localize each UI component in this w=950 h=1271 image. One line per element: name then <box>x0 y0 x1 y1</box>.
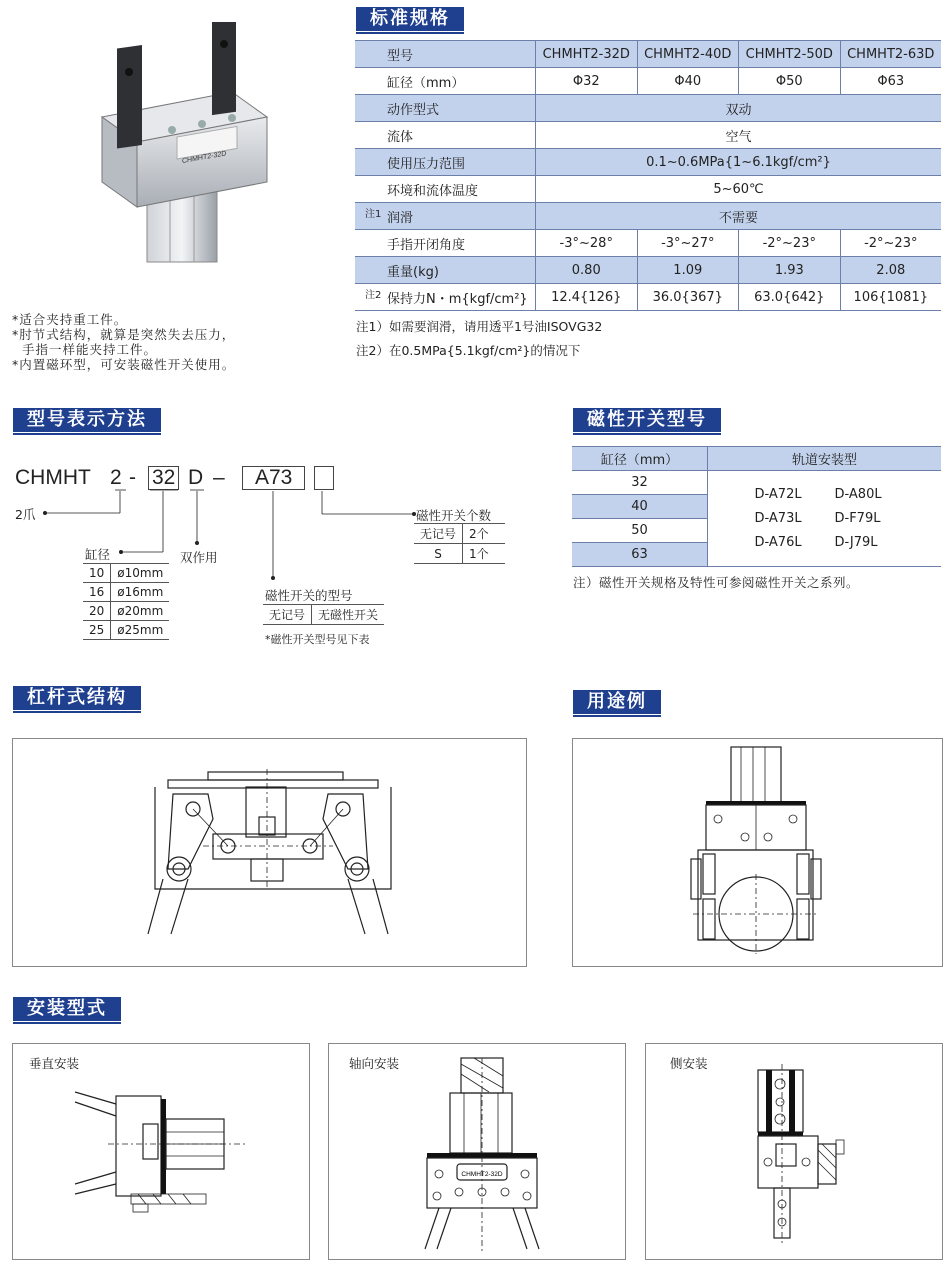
spec-header-col4: CHMHT2-63D <box>840 41 941 68</box>
angle-label: 手指开闭角度 <box>355 230 536 257</box>
switch-code: 无记号 <box>263 605 312 625</box>
force-value: 36.0{367} <box>637 284 739 311</box>
mount-axial-label: 轴向安装 <box>349 1056 400 1071</box>
switch-note: 注）磁性开关规格及特性可参阅磁性开关之系列。 <box>573 575 860 590</box>
code-sep2: – <box>213 466 225 489</box>
pressure-label: 使用压力范围 <box>355 149 536 176</box>
pressure-value: 0.1~0.6MPa{1~6.1kgf/cm²} <box>536 149 942 176</box>
force-text: 保持力N・m{kgf/cm²} <box>387 291 528 307</box>
weight-value: 1.09 <box>637 257 739 284</box>
mount-side-frame <box>645 1043 943 1260</box>
force-note: 注2 <box>365 290 382 301</box>
spec-header-col2: CHMHT2-40D <box>637 41 739 68</box>
mount-vertical-drawing <box>13 1044 309 1259</box>
mount-side-drawing <box>646 1044 942 1259</box>
spec-header-col3: CHMHT2-50D <box>739 41 841 68</box>
bore-size: ø20mm <box>111 602 170 621</box>
switch-bore: 40 <box>572 495 708 519</box>
fluid-label: 流体 <box>355 122 536 149</box>
switch-model-item: D-A73L <box>754 510 802 526</box>
bore-code-table <box>83 563 169 640</box>
code-claw: 2 <box>110 466 122 489</box>
bore-size: ø25mm <box>111 621 170 640</box>
spec-header-label: 型号 <box>355 41 536 68</box>
left-jaw <box>148 794 228 934</box>
action-value: 双动 <box>536 95 942 122</box>
switch-models <box>708 471 942 567</box>
switch-bore: 32 <box>572 471 708 495</box>
angle-value: -3°~28° <box>536 230 638 257</box>
bore-code: 16 <box>83 583 111 602</box>
switch-table <box>572 446 941 567</box>
note-1: 注1）如需要润滑，请用透平1号油ISOVG32 <box>356 319 603 334</box>
switch-col-bore: 缸径（mm） <box>572 447 708 471</box>
count-value: 2个 <box>463 524 506 544</box>
fluid-value: 空气 <box>536 122 942 149</box>
product-label: CHMHT2-32D <box>182 150 227 166</box>
weight-value: 0.80 <box>536 257 638 284</box>
count-table <box>414 523 505 564</box>
bore-size: ø16mm <box>111 583 170 602</box>
right-jaw <box>310 794 388 934</box>
code-switch: A73 <box>242 466 305 490</box>
lever-header: 杠杆式结构 <box>13 686 141 710</box>
spec-header: 标准规格 <box>356 7 464 31</box>
switch-model-item: D-A76L <box>754 534 802 550</box>
force-value: 106{1081} <box>840 284 941 311</box>
angle-value: -2°~23° <box>840 230 941 257</box>
switch-model-note: *磁性开关型号见下表 <box>265 633 370 646</box>
feature-1: *适合夹持重工件。 <box>12 312 128 327</box>
switch-model-item: D-J79L <box>834 534 878 550</box>
mount-vertical-frame <box>12 1043 310 1260</box>
mount-vertical-label: 垂直安装 <box>29 1056 80 1071</box>
note-2: 注2）在0.5MPa{5.1kgf/cm²}的情况下 <box>356 343 581 358</box>
code-type: D <box>188 466 204 489</box>
force-value: 12.4{126} <box>536 284 638 311</box>
type-label: 双作用 <box>180 550 218 565</box>
usage-header: 用途例 <box>573 690 661 714</box>
feature-2: *肘节式结构，就算是突然失去压力， <box>12 327 236 342</box>
mount-header: 安装型式 <box>13 997 121 1021</box>
count-code: 无记号 <box>414 524 463 544</box>
angle-value: -3°~27° <box>637 230 739 257</box>
lube-value: 不需要 <box>536 203 942 230</box>
bore-value: Φ32 <box>536 68 638 95</box>
switch-bore: 50 <box>572 519 708 543</box>
switch-header: 磁性开关型号 <box>573 408 721 432</box>
count-value: 1个 <box>463 544 506 564</box>
bore-value: Φ63 <box>840 68 941 95</box>
bore-label: 缸径（mm） <box>355 68 536 95</box>
claw-label: 2爪 <box>15 507 36 522</box>
lever-drawing <box>13 739 526 966</box>
angle-value: -2°~23° <box>739 230 841 257</box>
switch-desc: 无磁性开关 <box>312 605 385 625</box>
code-sep1: - <box>129 466 136 489</box>
mount-side-label: 侧安装 <box>670 1056 708 1071</box>
action-label: 动作型式 <box>355 95 536 122</box>
usage-drawing <box>573 739 942 966</box>
temp-value: 5~60℃ <box>536 176 942 203</box>
bore-value: Φ40 <box>637 68 739 95</box>
lube-text: 润滑 <box>387 210 414 226</box>
bore-code: 20 <box>83 602 111 621</box>
switch-model-item: D-A72L <box>754 486 802 502</box>
switch-model-label: 磁性开关的型号 <box>265 588 353 603</box>
weight-value: 2.08 <box>840 257 941 284</box>
feature-4: *内置磁环型，可安装磁性开关使用。 <box>12 357 236 372</box>
temp-label: 环境和流体温度 <box>355 176 536 203</box>
feature-3: 手指一样能夹持工件。 <box>12 342 157 357</box>
weight-value: 1.93 <box>739 257 841 284</box>
bore-size: ø10mm <box>111 564 170 583</box>
lube-note: 注1 <box>365 209 382 220</box>
switch-model-item: D-A80L <box>834 486 882 502</box>
model-header: 型号表示方法 <box>13 408 161 432</box>
bore-value: Φ50 <box>739 68 841 95</box>
bore-code-label: 缸径 <box>85 547 111 562</box>
bore-code: 25 <box>83 621 111 640</box>
switch-bore: 63 <box>572 543 708 567</box>
spec-header-col1: CHMHT2-32D <box>536 41 638 68</box>
weight-label: 重量(kg) <box>355 257 536 284</box>
code-bore: 32 <box>148 466 179 490</box>
bore-code: 10 <box>83 564 111 583</box>
count-code: S <box>414 544 463 564</box>
mount-axial-drawing <box>329 1044 625 1259</box>
code-prefix: CHMHT <box>15 466 91 489</box>
switch-model-item: D-F79L <box>834 510 881 526</box>
mount-axial-product-label: CHMHT2-32D <box>461 1171 503 1178</box>
force-value: 63.0{642} <box>739 284 841 311</box>
usage-drawing-frame <box>572 738 943 967</box>
mount-axial-frame <box>328 1043 626 1260</box>
count-label: 磁性开关个数 <box>416 508 492 523</box>
lever-drawing-frame <box>12 738 527 967</box>
switch-col-type: 轨道安装型 <box>708 447 942 471</box>
switch-model-table <box>263 604 384 625</box>
